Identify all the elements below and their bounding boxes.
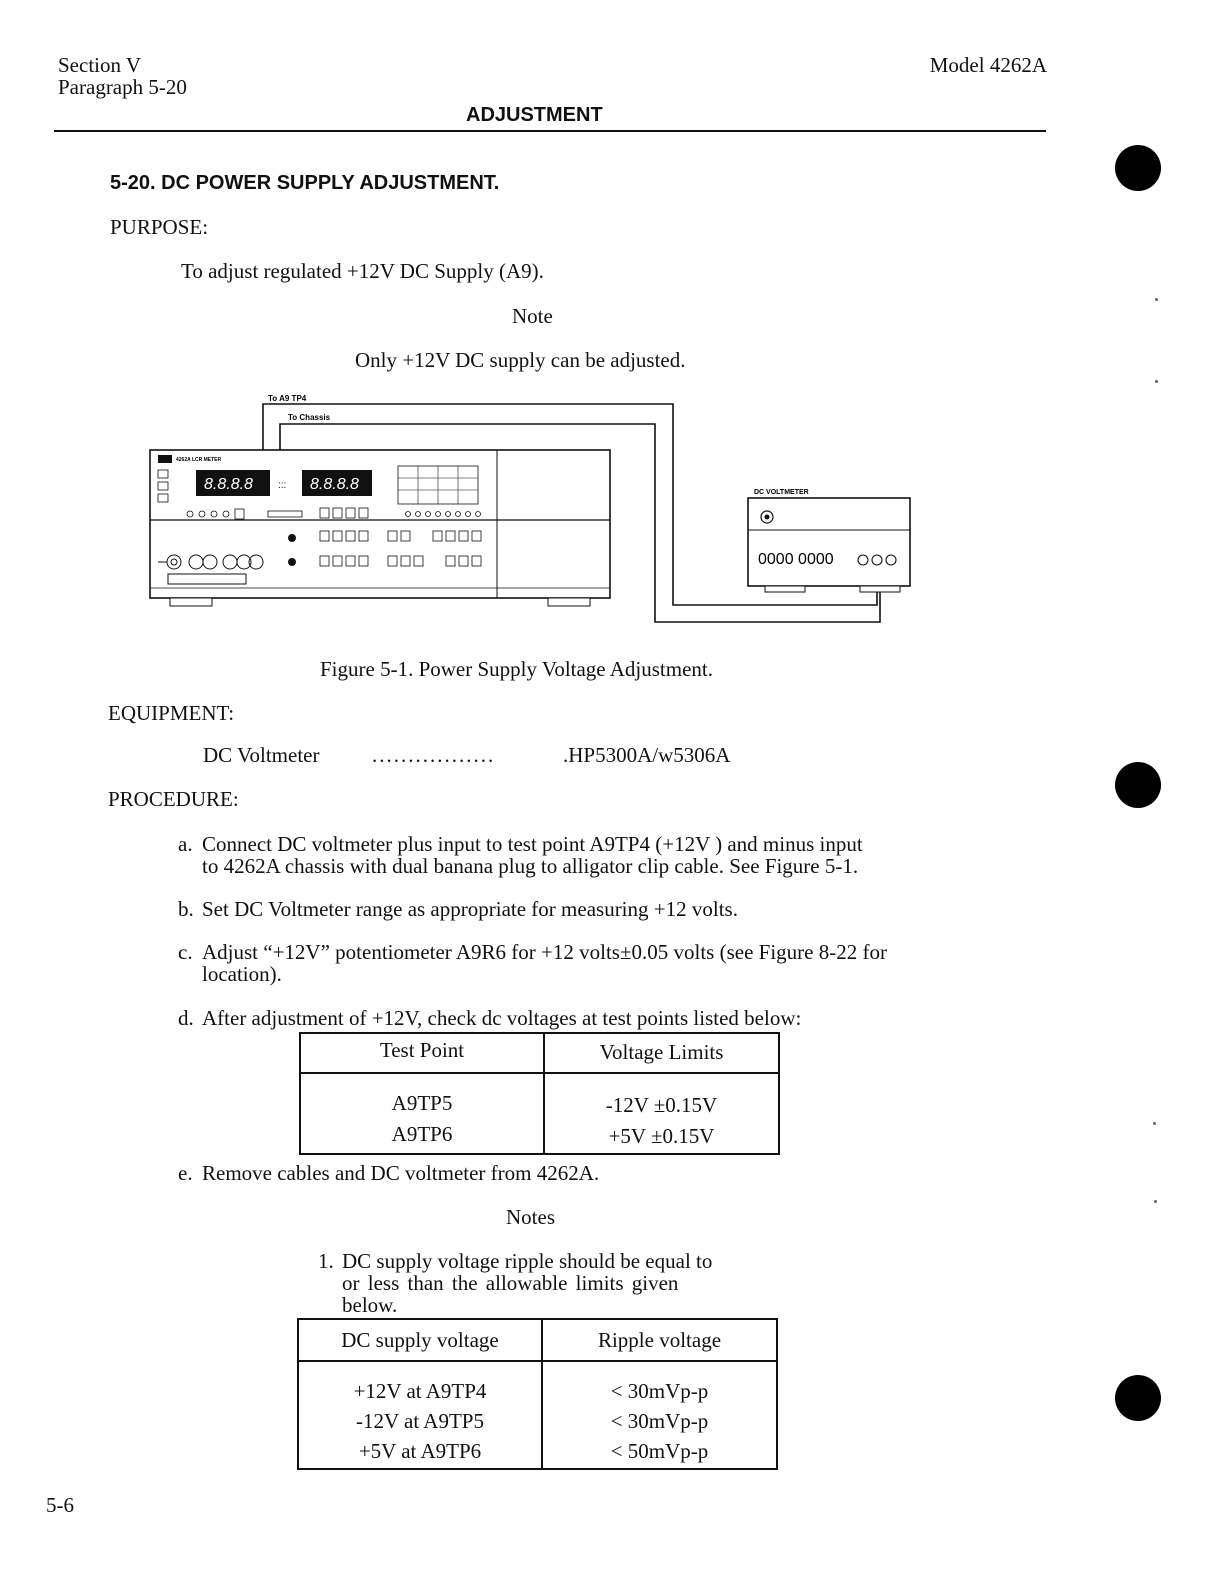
note-line: below.: [342, 1293, 398, 1317]
speck: [1154, 1200, 1157, 1203]
step-letter: d.: [178, 1006, 194, 1030]
step-text: location).: [202, 962, 282, 986]
step-letter: c.: [178, 940, 193, 964]
notes-title: Notes: [506, 1205, 555, 1229]
equipment-item: DC Voltmeter: [203, 743, 320, 767]
speck: [1153, 1122, 1156, 1125]
paragraph-label: Paragraph 5-20: [58, 75, 187, 99]
step-text: Remove cables and DC voltmeter from 4262A.: [202, 1161, 600, 1185]
meter-brand: 4262A LCR METER: [176, 457, 222, 463]
dc-voltmeter: [748, 489, 910, 592]
display-left: 8.8.8.8: [204, 476, 253, 493]
speck: [1155, 298, 1158, 301]
speck: [1155, 380, 1158, 383]
ripple-table: [297, 1318, 778, 1470]
procedure-label: PROCEDURE:: [108, 787, 239, 811]
note-number: 1.: [318, 1249, 334, 1273]
test-point-table: [299, 1032, 780, 1155]
step-letter: e.: [178, 1161, 193, 1185]
note-text: Only +12V DC supply can be adjusted.: [355, 348, 686, 372]
step-text: to 4262A chassis with dual banana plug to alligator clip cable. See Figure 5-1.: [202, 854, 859, 878]
step-text: Adjust “+12V” potentiometer A9R6 for +12 volts±0.05 volts (see Figure 8-22 for: [202, 940, 887, 964]
label-dvm: DC VOLTMETER: [754, 489, 809, 496]
page-title: ADJUSTMENT: [466, 104, 603, 126]
header-rule: [54, 130, 1046, 132]
procedure-step-e: [178, 1162, 968, 1184]
margin-bullet: [1115, 145, 1161, 191]
lcr-meter: [150, 450, 610, 606]
display-right: 8.8.8.8: [310, 476, 359, 493]
table-cell: -12V ±0.15V +5V ±0.15V: [544, 1073, 779, 1154]
procedure-step-d: [178, 1007, 968, 1029]
note-line: or less than the allowable limits given: [342, 1271, 679, 1295]
svg-text::::: :::: [278, 480, 287, 491]
step-letter: b.: [178, 897, 194, 921]
equipment-model: .HP5300A/w5306A: [563, 743, 731, 767]
label-tp4: To A9 TP4: [268, 394, 307, 403]
table-cell: < 30mVp-p < 30mVp-p < 50mVp-p: [542, 1361, 777, 1469]
label-chassis: To Chassis: [288, 413, 331, 422]
model-label: Model 4262A: [929, 53, 1047, 77]
table-header: DC supply voltage: [298, 1319, 542, 1361]
figure-caption: Figure 5-1. Power Supply Voltage Adjustment.: [320, 657, 713, 681]
procedure-step-a: [178, 833, 968, 877]
table-header: Ripple voltage: [542, 1319, 777, 1361]
procedure-step-b: [178, 898, 968, 920]
table-cell: A9TP5 A9TP6: [300, 1073, 544, 1154]
procedure-step-c: [178, 941, 968, 985]
step-text: After adjustment of +12V, check dc voltages at test points listed below:: [202, 1006, 802, 1030]
margin-bullet: [1115, 1375, 1161, 1421]
table-cell: +12V at A9TP4 -12V at A9TP5 +5V at A9TP6: [298, 1361, 542, 1469]
table-header: Test Point: [300, 1033, 544, 1073]
equipment-label: EQUIPMENT:: [108, 701, 235, 725]
purpose-text: To adjust regulated +12V DC Supply (A9).: [181, 259, 544, 283]
note-line: DC supply voltage ripple should be equal to: [342, 1249, 713, 1273]
dvm-display: 0000 0000: [758, 551, 834, 568]
page-number: 5-6: [46, 1493, 74, 1517]
purpose-label: PURPOSE:: [110, 215, 209, 239]
step-text: Connect DC voltmeter plus input to test point A9TP4 (+12V ) and minus input: [202, 832, 863, 856]
figure-diagram: [140, 390, 930, 640]
step-text: Set DC Voltmeter range as appropriate for measuring +12 volts.: [202, 897, 738, 921]
equipment-leader: .................: [372, 743, 496, 767]
note-title: Note: [512, 304, 553, 328]
step-letter: a.: [178, 832, 193, 856]
section-label: Section V: [58, 53, 142, 77]
table-header: Voltage Limits: [544, 1033, 779, 1073]
margin-bullet: [1115, 762, 1161, 808]
section-heading: 5-20. DC POWER SUPPLY ADJUSTMENT.: [110, 172, 500, 194]
